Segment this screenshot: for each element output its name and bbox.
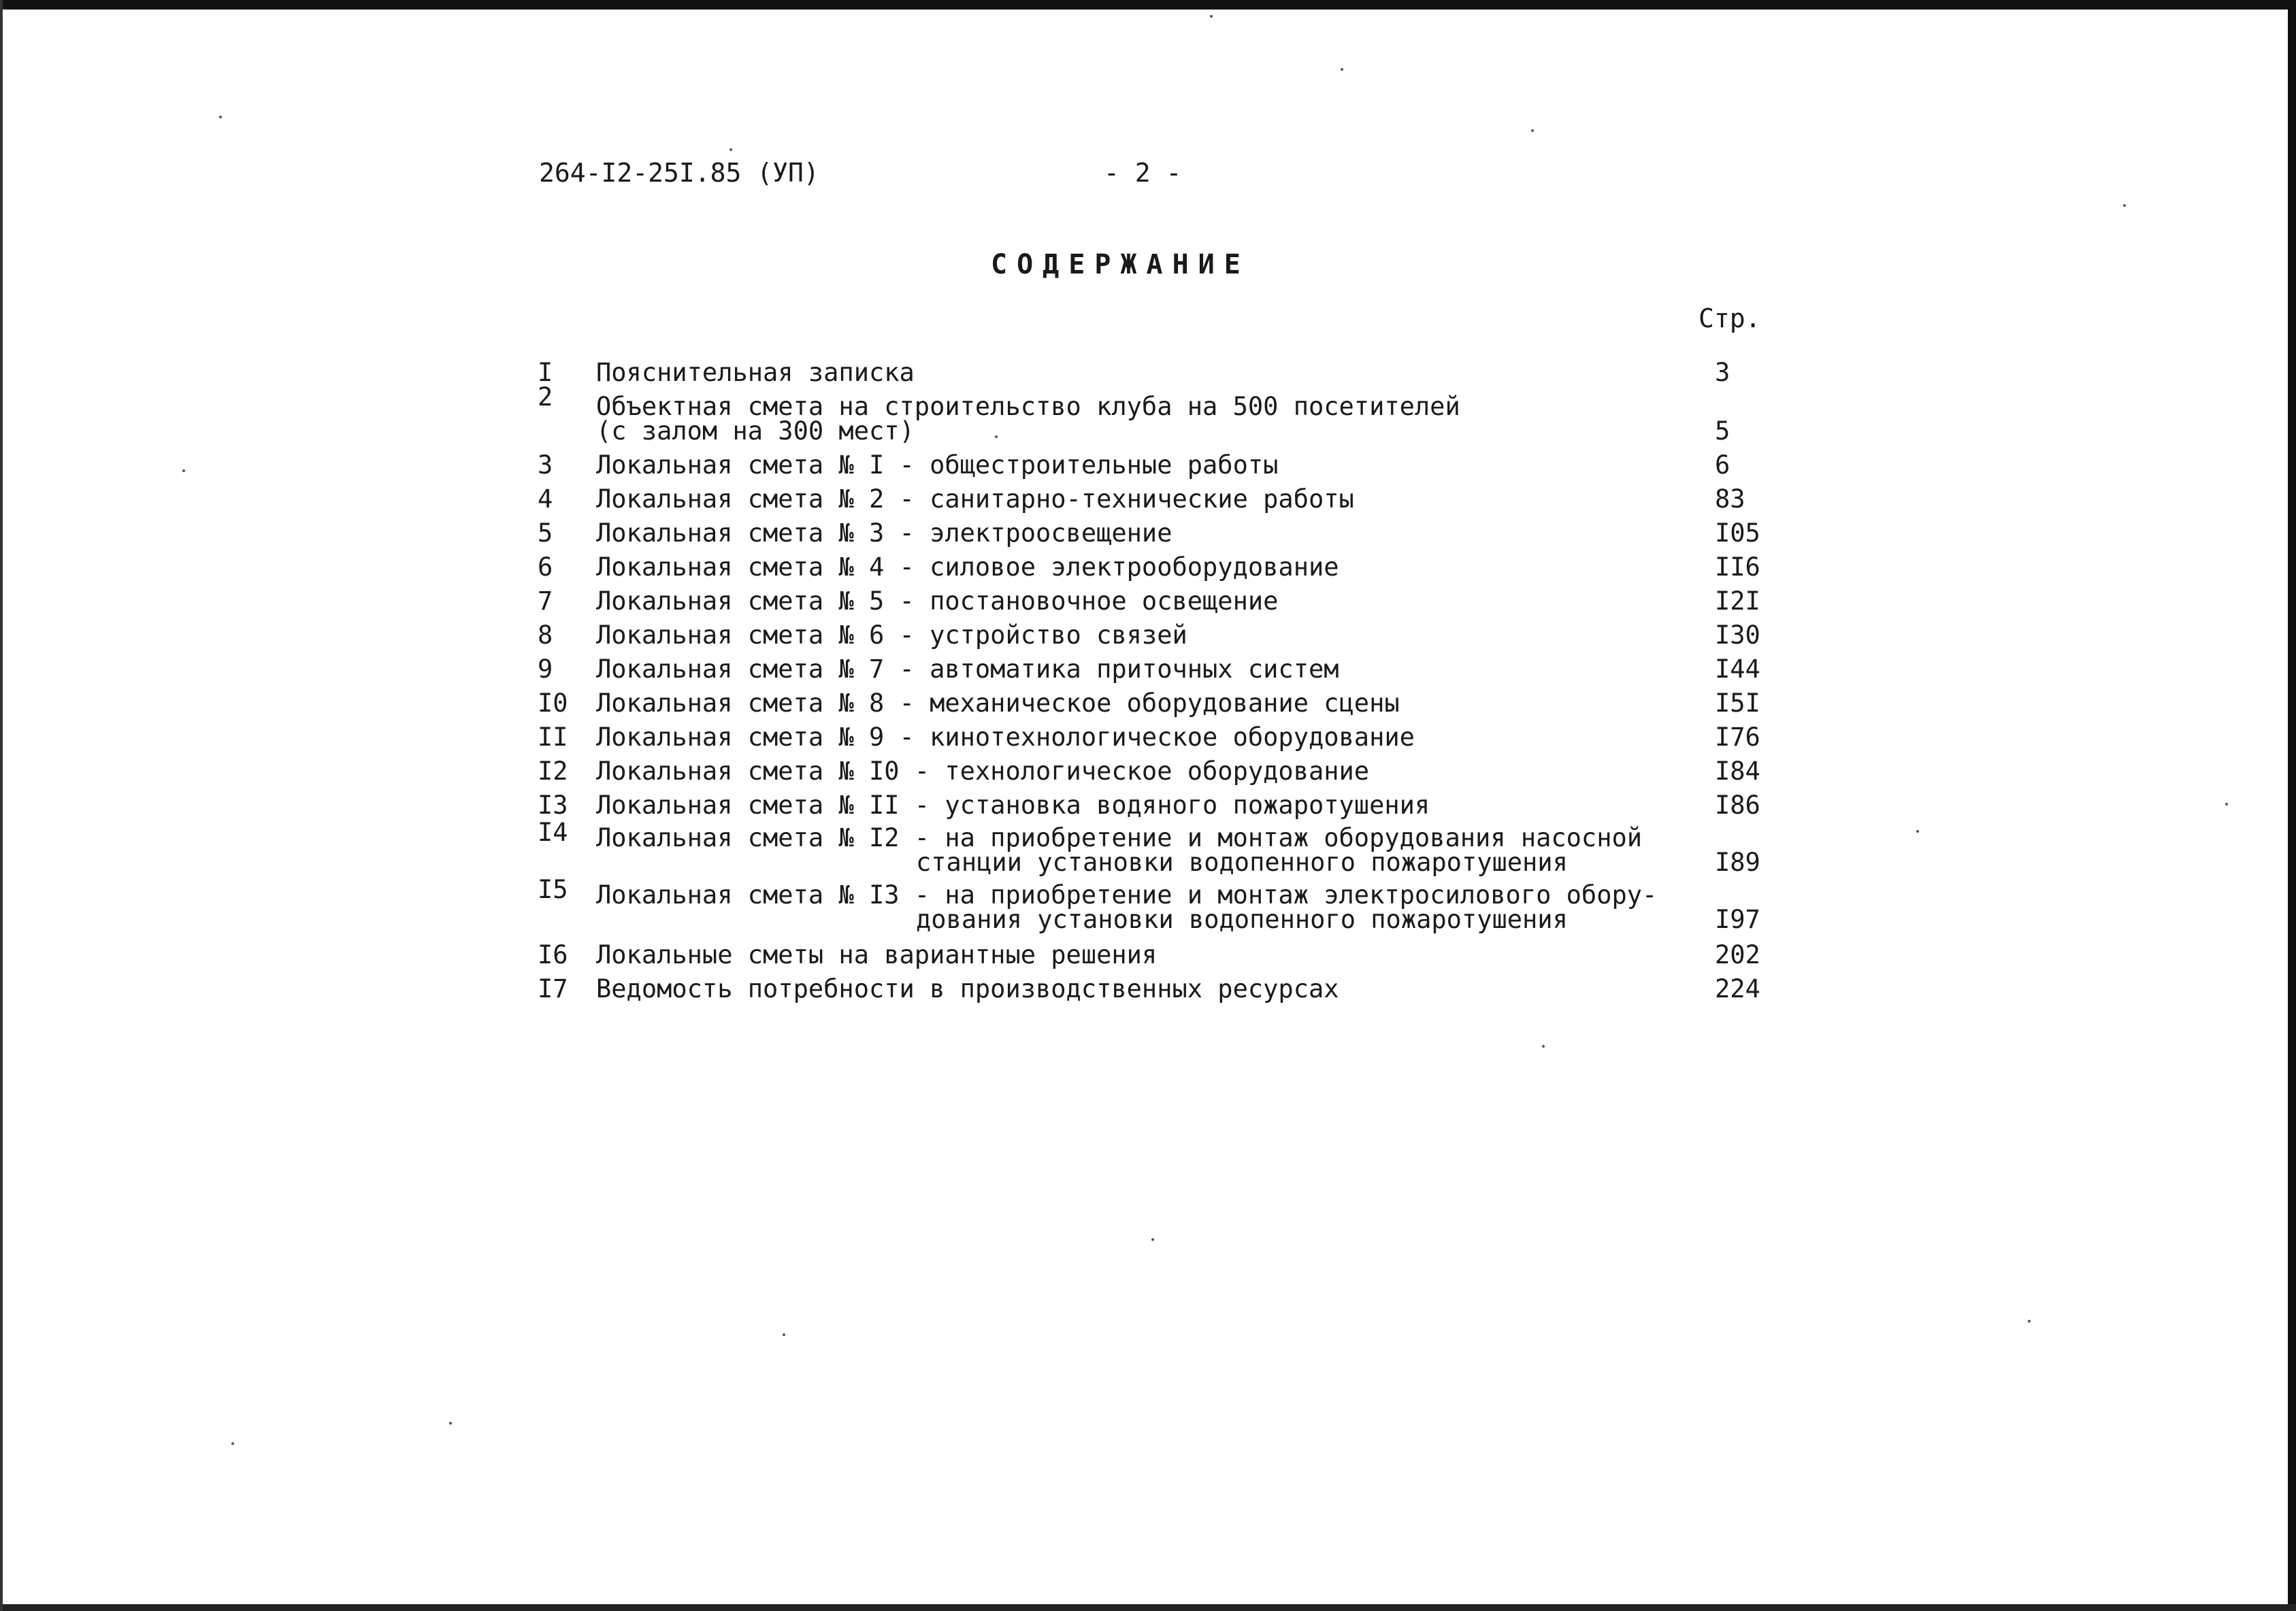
scan-border-bottom bbox=[0, 1604, 2296, 1611]
toc-row-number: 8 bbox=[538, 620, 553, 650]
toc-row bbox=[538, 682, 1776, 716]
toc-row bbox=[538, 614, 1776, 648]
scan-speck bbox=[995, 435, 998, 438]
toc-row-title-line2: дования установки водопенного пожаротушения bbox=[916, 905, 1568, 934]
toc-row-title-line1: Объектная смета на строительство клуба на 500 посетителей bbox=[596, 392, 1460, 421]
page-number: - 2 - bbox=[1104, 158, 1182, 188]
scan-speck bbox=[2123, 204, 2126, 207]
toc-row-number: I4 bbox=[538, 818, 568, 847]
scan-speck bbox=[1210, 15, 1213, 18]
scan-speck bbox=[1542, 1045, 1545, 1048]
toc-row bbox=[538, 580, 1776, 614]
toc-row-title bbox=[596, 880, 1658, 934]
toc-row-title: Локальная смета № 3 - электроосвещение bbox=[596, 518, 1172, 548]
toc-row-number: I3 bbox=[538, 791, 568, 820]
toc-row bbox=[538, 818, 1776, 875]
toc-row-title: Пояснительная записка bbox=[596, 358, 915, 387]
toc-row bbox=[538, 716, 1776, 750]
toc-row-number: 5 bbox=[538, 518, 553, 548]
toc-row-number: I7 bbox=[538, 974, 568, 1003]
toc-row-page: I5I bbox=[1715, 688, 1760, 718]
toc-row-number: I bbox=[538, 358, 553, 387]
toc-row-title: Локальная смета № 6 - устройство связей bbox=[596, 620, 1187, 650]
toc-row-title: Локальная смета № 5 - постановочное освещение bbox=[596, 586, 1279, 616]
scan-speck bbox=[2225, 803, 2228, 806]
toc-row-page: 3 bbox=[1715, 358, 1731, 387]
toc-row-number: I2 bbox=[538, 757, 568, 786]
toc-row-page: I2I bbox=[1715, 586, 1760, 616]
toc-row-title: Локальная смета № I - общестроительные работы bbox=[596, 450, 1279, 480]
toc-row-title: Локальная смета № 2 - санитарно-технические работы bbox=[596, 484, 1354, 514]
scan-speck bbox=[182, 469, 185, 472]
scan-speck bbox=[1341, 68, 1343, 71]
scan-border-left bbox=[0, 0, 3, 1611]
scan-border-top bbox=[0, 0, 2296, 10]
scan-speck bbox=[783, 1333, 785, 1336]
toc-row-page: I97 bbox=[1715, 905, 1760, 934]
scan-border-right bbox=[2288, 0, 2296, 1611]
toc-row-page: I05 bbox=[1715, 518, 1760, 548]
toc-row bbox=[538, 512, 1776, 546]
toc-row-page: 83 bbox=[1715, 484, 1745, 514]
toc-row-page: 5 bbox=[1715, 416, 1731, 446]
toc-row-page: I89 bbox=[1715, 848, 1760, 877]
table-of-contents bbox=[538, 351, 1776, 1001]
document-code: 264-I2-25I.85 (УП) bbox=[539, 158, 819, 188]
toc-row-number: 4 bbox=[538, 484, 553, 514]
scan-speck bbox=[2028, 1320, 2031, 1323]
toc-row bbox=[538, 932, 1776, 967]
toc-row-title: Локальная смета № 4 - силовое электрооборудование bbox=[596, 552, 1339, 582]
toc-row-title: Локальные сметы на вариантные решения bbox=[596, 940, 1158, 969]
toc-row-number: 2 bbox=[538, 382, 553, 412]
toc-row-page: I44 bbox=[1715, 654, 1760, 684]
scan-speck bbox=[729, 148, 732, 151]
toc-row-page: I86 bbox=[1715, 791, 1760, 820]
toc-row bbox=[538, 750, 1776, 784]
scan-speck bbox=[231, 1442, 234, 1445]
toc-row-page: 224 bbox=[1715, 974, 1760, 1003]
scan-speck bbox=[219, 116, 222, 118]
toc-row-number: I6 bbox=[538, 940, 568, 969]
toc-row bbox=[538, 444, 1776, 478]
toc-row-page: I30 bbox=[1715, 620, 1760, 650]
scan-speck bbox=[449, 1422, 452, 1425]
toc-row-title-line2: (с залом на 300 мест) bbox=[596, 416, 915, 446]
toc-row-page: II6 bbox=[1715, 552, 1760, 582]
toc-row-title-line2: станции установки водопенного пожаротушения bbox=[916, 848, 1568, 877]
toc-row bbox=[538, 648, 1776, 682]
toc-row-title: Локальная смета № I0 - технологическое оборудование bbox=[596, 757, 1370, 786]
toc-row bbox=[538, 351, 1776, 385]
toc-row-page: I84 bbox=[1715, 757, 1760, 786]
toc-row-title: Локальная смета № 7 - автоматика приточных систем bbox=[596, 654, 1339, 684]
toc-row bbox=[538, 546, 1776, 580]
toc-row-title bbox=[596, 823, 1643, 877]
scan-speck bbox=[1151, 1238, 1154, 1241]
scan-speck bbox=[1916, 830, 1919, 833]
page-column-header: Стр. bbox=[1699, 303, 1761, 333]
toc-row-title-line1: Локальная смета № I2 - на приобретение и монтаж оборудования насосной bbox=[596, 823, 1643, 852]
toc-row bbox=[538, 382, 1776, 446]
toc-row bbox=[538, 875, 1776, 932]
toc-row-title-line1: Локальная смета № I3 - на приобретение и монтаж электросилового обору- bbox=[596, 880, 1658, 910]
toc-row-number: 7 bbox=[538, 586, 553, 616]
toc-row-number: I5 bbox=[538, 875, 568, 904]
toc-row-number: 9 bbox=[538, 654, 553, 684]
toc-row-title: Ведомость потребности в производственных ресурсах bbox=[596, 974, 1339, 1003]
toc-row-title: Локальная смета № II - установка водяного пожаротушения bbox=[596, 791, 1430, 820]
toc-row-number: 6 bbox=[538, 552, 553, 582]
toc-row bbox=[538, 478, 1776, 512]
toc-row-number: II bbox=[538, 723, 568, 752]
toc-row-title bbox=[596, 392, 1549, 446]
toc-row bbox=[538, 967, 1776, 1001]
toc-row-title: Локальная смета № 8 - механическое оборудование сцены bbox=[596, 688, 1400, 718]
toc-row-number: 3 bbox=[538, 450, 553, 480]
toc-row-page: 202 bbox=[1715, 940, 1760, 969]
toc-row-number: I0 bbox=[538, 688, 568, 718]
toc-row-page: 6 bbox=[1715, 450, 1731, 480]
toc-row-title: Локальная смета № 9 - кинотехнологическое оборудование bbox=[596, 723, 1415, 752]
toc-row-page: I76 bbox=[1715, 723, 1760, 752]
toc-row bbox=[538, 784, 1776, 818]
scan-speck bbox=[1531, 129, 1534, 132]
contents-title: СОДЕРЖАНИЕ bbox=[991, 249, 1250, 280]
